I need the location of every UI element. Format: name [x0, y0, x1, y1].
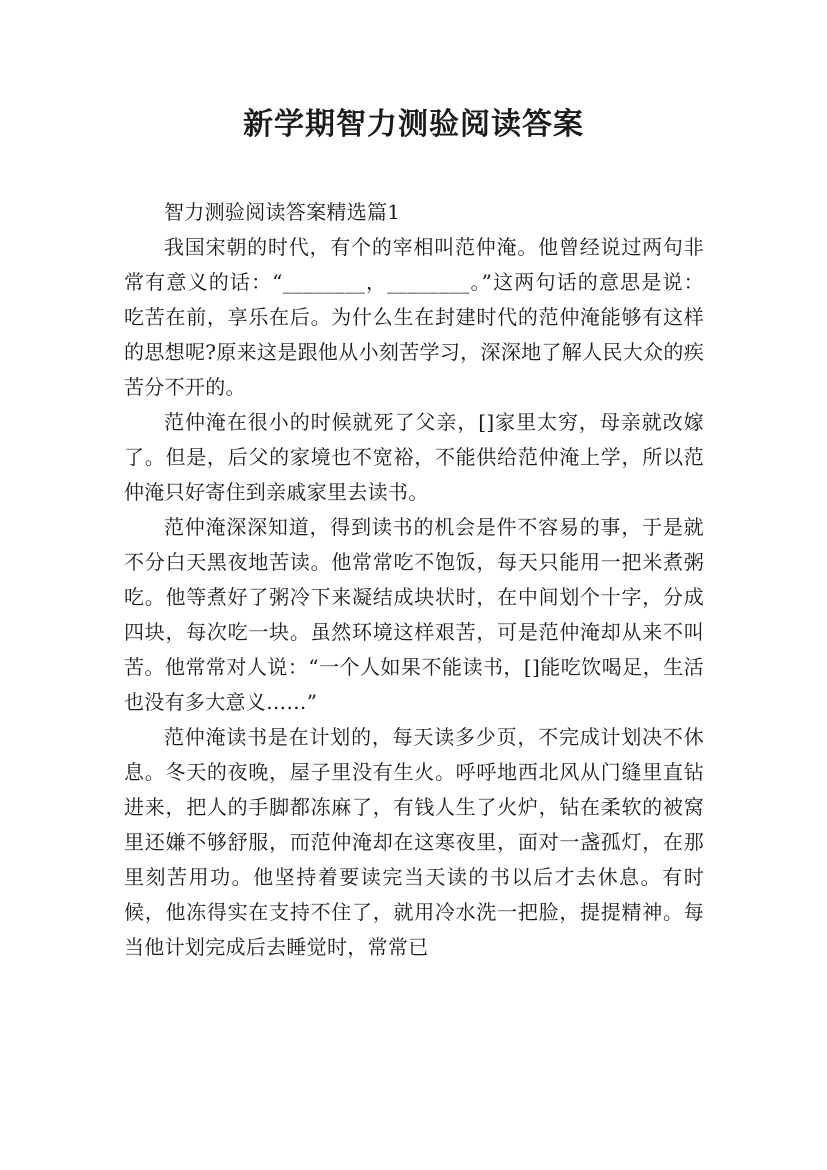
paragraph-4: 范仲淹读书是在计划的，每天读多少页，不完成计划决不休息。冬天的夜晚，屋子里没有生火。呼呼地西北风从门缝里直钻进来，把人的手脚都冻麻了，有钱人生了火炉，钻在柔软的被窝里还嫌不够舒服，而范仲淹却在这寒夜里，面对一盏孤灯，在那里刻苦用功。他坚持着要读完当天读的书以后才去休息。有时候，他冻得实在支持不住了，就用冷水洗一把脸，提提精神。每当他计划完成后去睡觉时，常常已 [124, 725, 704, 959]
section-subtitle: 智力测验阅读答案精选篇1 [164, 200, 401, 224]
paragraph-2: 范仲淹在很小的时候就死了父亲，[]家里太穷，母亲就改嫁了。但是，后父的家境也不宽裕，不能供给范仲淹上学，所以范仲淹只好寄住到亲戚家里去读书。 [124, 410, 704, 504]
document-title: 新学期智力测验阅读答案 [243, 107, 584, 142]
document-body [124, 195, 704, 965]
paragraph-3: 范仲淹深深知道，得到读书的机会是件不容易的事，于是就不分白天黑夜地苦读。他常常吃不饱饭，每天只能用一把米煮粥吃。他等煮好了粥冷下来凝结成块状时，在中间划个十字，分成四块，每次吃一块。虽然环境这样艰苦，可是范仲淹却从来不叫苦。他常常对人说：“一个人如果不能读书，[]能吃饮喝足，生活也没有多大意义……” [124, 515, 704, 714]
paragraph-1: 我国宋朝的时代，有个的宰相叫范仲淹。他曾经说过两句非常有意义的话：“________，________。”这两句话的意思是说：吃苦在前，享乐在后。为什么生在封建时代的范仲淹能够有这样的思想呢?原来这是跟他从小刻苦学习，深深地了解人民大众的疾苦分不开的。 [124, 235, 704, 399]
